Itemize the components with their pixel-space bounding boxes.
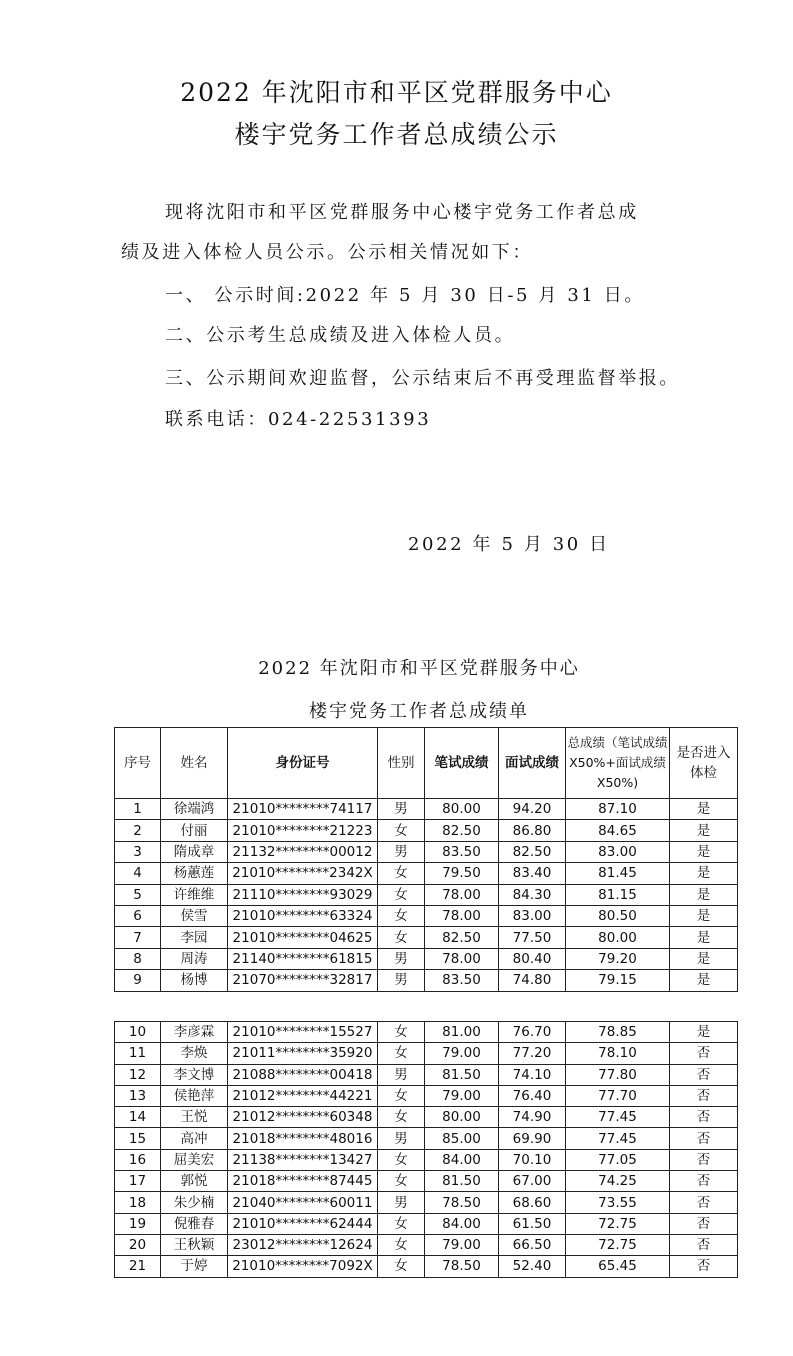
cell-seq: 11 (115, 1043, 161, 1064)
cell-name: 高冲 (161, 1128, 228, 1149)
cell-gender: 女 (378, 1256, 425, 1277)
cell-name: 李彦霖 (161, 1022, 228, 1043)
cell-name: 隋成章 (161, 841, 228, 862)
cell-physical: 否 (670, 1192, 738, 1213)
cell-written: 80.00 (425, 799, 499, 820)
cell-seq: 19 (115, 1213, 161, 1234)
notice-item-2: 二、公示考生总成绩及进入体检人员。 (165, 325, 516, 346)
cell-name: 付丽 (161, 820, 228, 841)
cell-seq: 15 (115, 1128, 161, 1149)
cell-interview: 69.90 (499, 1128, 566, 1149)
cell-gender: 女 (378, 1171, 425, 1192)
cell-gender: 女 (378, 1149, 425, 1170)
cell-name: 许维维 (161, 884, 228, 905)
cell-name: 李焕 (161, 1043, 228, 1064)
cell-physical: 否 (670, 1085, 738, 1106)
cell-physical: 否 (670, 1043, 738, 1064)
cell-interview: 80.40 (499, 948, 566, 969)
cell-seq: 2 (115, 820, 161, 841)
cell-physical: 否 (670, 1064, 738, 1085)
cell-name: 倪雅春 (161, 1213, 228, 1234)
cell-written: 79.50 (425, 863, 499, 884)
page-title-line1: 2022 年沈阳市和平区党群服务中心 (180, 78, 613, 107)
cell-interview: 84.30 (499, 884, 566, 905)
cell-physical: 是 (670, 1022, 738, 1043)
header-interview: 面试成绩 (499, 728, 566, 799)
table-title-line2: 楼宇党务工作者总成绩单 (309, 701, 529, 722)
cell-seq: 20 (115, 1234, 161, 1255)
table-row (115, 948, 738, 969)
table-row (115, 927, 738, 948)
cell-id: 21040********60011 (228, 1192, 378, 1213)
cell-seq: 21 (115, 1256, 161, 1277)
cell-id: 21088********00418 (228, 1064, 378, 1085)
cell-total: 81.45 (566, 863, 670, 884)
cell-gender: 女 (378, 1085, 425, 1106)
cell-id: 21010********63324 (228, 905, 378, 926)
cell-name: 李文博 (161, 1064, 228, 1085)
cell-interview: 82.50 (499, 841, 566, 862)
cell-seq: 14 (115, 1107, 161, 1128)
cell-name: 李园 (161, 927, 228, 948)
cell-id: 21018********48016 (228, 1128, 378, 1149)
cell-written: 78.00 (425, 905, 499, 926)
table-row (115, 905, 738, 926)
cell-written: 80.00 (425, 1107, 499, 1128)
cell-interview: 86.80 (499, 820, 566, 841)
table-row (115, 820, 738, 841)
cell-total: 79.15 (566, 970, 670, 991)
cell-seq: 18 (115, 1192, 161, 1213)
contact-phone: 联系电话：024-22531393 (165, 409, 432, 430)
cell-id: 21011********35920 (228, 1043, 378, 1064)
cell-gender: 男 (378, 1192, 425, 1213)
cell-total: 79.20 (566, 948, 670, 969)
cell-written: 85.00 (425, 1128, 499, 1149)
cell-physical: 否 (670, 1256, 738, 1277)
cell-gender: 女 (378, 1234, 425, 1255)
cell-written: 79.00 (425, 1043, 499, 1064)
cell-id: 21132********00012 (228, 841, 378, 862)
cell-interview: 77.20 (499, 1043, 566, 1064)
cell-physical: 是 (670, 970, 738, 991)
cell-interview: 76.40 (499, 1085, 566, 1106)
cell-physical: 否 (670, 1213, 738, 1234)
cell-name: 侯艳萍 (161, 1085, 228, 1106)
cell-interview: 83.00 (499, 905, 566, 926)
cell-id: 21010********74117 (228, 799, 378, 820)
cell-id: 21140********61815 (228, 948, 378, 969)
cell-total: 65.45 (566, 1256, 670, 1277)
cell-physical: 是 (670, 927, 738, 948)
cell-written: 78.50 (425, 1256, 499, 1277)
cell-written: 84.00 (425, 1213, 499, 1234)
cell-total: 73.55 (566, 1192, 670, 1213)
cell-interview: 67.00 (499, 1171, 566, 1192)
cell-interview: 94.20 (499, 799, 566, 820)
cell-total: 84.65 (566, 820, 670, 841)
cell-interview: 76.70 (499, 1022, 566, 1043)
table-row (115, 1171, 738, 1192)
cell-total: 72.75 (566, 1213, 670, 1234)
header-name: 姓名 (161, 728, 228, 799)
cell-physical: 否 (670, 1171, 738, 1192)
cell-total: 78.10 (566, 1043, 670, 1064)
cell-name: 郭悦 (161, 1171, 228, 1192)
cell-physical: 是 (670, 799, 738, 820)
table-row (115, 1107, 738, 1128)
cell-written: 82.50 (425, 820, 499, 841)
cell-name: 朱少楠 (161, 1192, 228, 1213)
cell-physical: 是 (670, 841, 738, 862)
table-row (115, 799, 738, 820)
cell-id: 23012********12624 (228, 1234, 378, 1255)
cell-seq: 13 (115, 1085, 161, 1106)
notice-date: 2022 年 5 月 30 日 (408, 534, 610, 555)
cell-physical: 是 (670, 863, 738, 884)
cell-name: 于婷 (161, 1256, 228, 1277)
table-row (115, 841, 738, 862)
cell-name: 徐端鸿 (161, 799, 228, 820)
cell-seq: 17 (115, 1171, 161, 1192)
table-row (115, 1256, 738, 1277)
cell-written: 83.50 (425, 841, 499, 862)
cell-seq: 6 (115, 905, 161, 926)
cell-gender: 男 (378, 1128, 425, 1149)
table-row (115, 1043, 738, 1064)
cell-id: 21010********7092X (228, 1256, 378, 1277)
cell-seq: 8 (115, 948, 161, 969)
cell-written: 82.50 (425, 927, 499, 948)
table-row (115, 863, 738, 884)
cell-physical: 是 (670, 948, 738, 969)
cell-id: 21018********87445 (228, 1171, 378, 1192)
header-written: 笔试成绩 (425, 728, 499, 799)
intro-line2: 绩及进入体检人员公示。公示相关情况如下： (121, 242, 533, 263)
header-gender: 性别 (378, 728, 425, 799)
cell-interview: 74.80 (499, 970, 566, 991)
cell-seq: 10 (115, 1022, 161, 1043)
cell-name: 侯雪 (161, 905, 228, 926)
cell-interview: 52.40 (499, 1256, 566, 1277)
cell-seq: 4 (115, 863, 161, 884)
cell-seq: 9 (115, 970, 161, 991)
cell-id: 21110********93029 (228, 884, 378, 905)
header-physical: 是否进入体检 (670, 728, 738, 799)
table-row (115, 1128, 738, 1149)
cell-total: 77.45 (566, 1128, 670, 1149)
table-header-row (115, 728, 738, 799)
cell-written: 84.00 (425, 1149, 499, 1170)
cell-name: 杨博 (161, 970, 228, 991)
cell-interview: 68.60 (499, 1192, 566, 1213)
cell-written: 79.00 (425, 1085, 499, 1106)
cell-physical: 否 (670, 1107, 738, 1128)
cell-seq: 7 (115, 927, 161, 948)
cell-gender: 女 (378, 1022, 425, 1043)
cell-gender: 男 (378, 841, 425, 862)
cell-seq: 12 (115, 1064, 161, 1085)
cell-id: 21012********44221 (228, 1085, 378, 1106)
header-id: 身份证号 (228, 728, 378, 799)
intro-line1: 现将沈阳市和平区党群服务中心楼宇党务工作者总成 (165, 202, 639, 223)
cell-physical: 否 (670, 1149, 738, 1170)
cell-interview: 74.10 (499, 1064, 566, 1085)
cell-total: 80.00 (566, 927, 670, 948)
cell-total: 81.15 (566, 884, 670, 905)
cell-written: 81.50 (425, 1064, 499, 1085)
cell-name: 屈美宏 (161, 1149, 228, 1170)
cell-id: 21010********21223 (228, 820, 378, 841)
cell-gender: 女 (378, 820, 425, 841)
cell-written: 78.00 (425, 884, 499, 905)
cell-id: 21010********62444 (228, 1213, 378, 1234)
cell-total: 72.75 (566, 1234, 670, 1255)
cell-physical: 是 (670, 820, 738, 841)
header-total: 总成绩（笔试成绩 X50%+面试成绩 X50%) (566, 728, 670, 799)
cell-name: 王秋颖 (161, 1234, 228, 1255)
table-row (115, 970, 738, 991)
cell-written: 79.00 (425, 1234, 499, 1255)
cell-written: 78.50 (425, 1192, 499, 1213)
table-row (115, 884, 738, 905)
cell-written: 81.00 (425, 1022, 499, 1043)
cell-id: 21010********15527 (228, 1022, 378, 1043)
cell-seq: 5 (115, 884, 161, 905)
cell-total: 74.25 (566, 1171, 670, 1192)
cell-total: 78.85 (566, 1022, 670, 1043)
cell-id: 21070********32817 (228, 970, 378, 991)
table-row (115, 1149, 738, 1170)
cell-interview: 61.50 (499, 1213, 566, 1234)
cell-total: 80.50 (566, 905, 670, 926)
cell-id: 21012********60348 (228, 1107, 378, 1128)
cell-name: 周涛 (161, 948, 228, 969)
notice-item-3: 三、公示期间欢迎监督，公示结束后不再受理监督举报。 (165, 368, 680, 389)
cell-gender: 女 (378, 1213, 425, 1234)
cell-total: 77.70 (566, 1085, 670, 1106)
cell-gender: 男 (378, 799, 425, 820)
cell-total: 77.45 (566, 1107, 670, 1128)
cell-id: 21138********13427 (228, 1149, 378, 1170)
cell-seq: 1 (115, 799, 161, 820)
table-row (115, 1234, 738, 1255)
cell-interview: 66.50 (499, 1234, 566, 1255)
header-seq: 序号 (115, 728, 161, 799)
score-table-part1 (114, 727, 738, 992)
cell-interview: 74.90 (499, 1107, 566, 1128)
cell-name: 王悦 (161, 1107, 228, 1128)
cell-id: 21010********2342X (228, 863, 378, 884)
cell-interview: 77.50 (499, 927, 566, 948)
cell-gender: 男 (378, 948, 425, 969)
cell-gender: 女 (378, 927, 425, 948)
cell-total: 77.05 (566, 1149, 670, 1170)
table-title-line1: 2022 年沈阳市和平区党群服务中心 (258, 658, 580, 679)
cell-total: 87.10 (566, 799, 670, 820)
cell-written: 81.50 (425, 1171, 499, 1192)
table-row (115, 1064, 738, 1085)
cell-gender: 女 (378, 905, 425, 926)
cell-gender: 女 (378, 884, 425, 905)
table-row (115, 1022, 738, 1043)
cell-physical: 否 (670, 1128, 738, 1149)
cell-total: 83.00 (566, 841, 670, 862)
cell-gender: 女 (378, 1107, 425, 1128)
score-table-part2 (114, 1021, 738, 1278)
page-title-line2: 楼宇党务工作者总成绩公示 (234, 120, 559, 149)
cell-interview: 83.40 (499, 863, 566, 884)
cell-physical: 是 (670, 884, 738, 905)
notice-item-1: 一、 公示时间:2022 年 5 月 30 日-5 月 31 日。 (165, 285, 645, 306)
cell-written: 83.50 (425, 970, 499, 991)
table-row (115, 1085, 738, 1106)
cell-physical: 是 (670, 905, 738, 926)
cell-seq: 16 (115, 1149, 161, 1170)
cell-gender: 男 (378, 970, 425, 991)
cell-name: 杨蕙莲 (161, 863, 228, 884)
cell-interview: 70.10 (499, 1149, 566, 1170)
cell-written: 78.00 (425, 948, 499, 969)
cell-gender: 男 (378, 1064, 425, 1085)
cell-gender: 女 (378, 1043, 425, 1064)
table-row (115, 1192, 738, 1213)
cell-physical: 否 (670, 1234, 738, 1255)
table-row (115, 1213, 738, 1234)
cell-id: 21010********04625 (228, 927, 378, 948)
cell-total: 77.80 (566, 1064, 670, 1085)
cell-seq: 3 (115, 841, 161, 862)
cell-gender: 女 (378, 863, 425, 884)
